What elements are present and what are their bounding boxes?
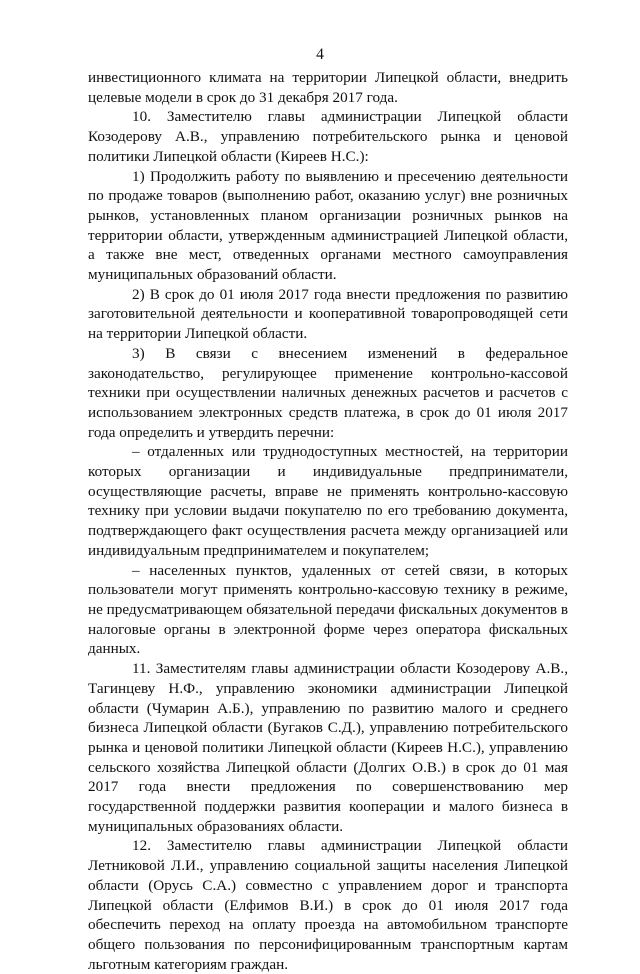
page-number: 4	[316, 46, 324, 63]
paragraph-item-10: 10. Заместителю главы администрации Липецкой области Козодерову А.В., управлению потребительского рынка и ценовой политики Липецкой области (Киреев Н.С.):	[88, 108, 568, 165]
list-item-settlements: – населенных пунктов, удаленных от сетей связи, в которых пользователи могут применять контрольно-кассовую технику в режиме, не предусматривающем обязательной передачи фискальных документов в налоговые органы в электронной форме через оператора фискальных данных.	[88, 561, 569, 658]
paragraph-item-10-3: 3) В связи с внесением изменений в федеральное законодательство, регулирующее применение контрольно-кассовой техники при осуществлении наличных денежных расчетов и расчетов с использованием электронных средств платежа, в срок до 01 июля 2017 года определить и утвердить перечни:	[88, 344, 568, 441]
list-item-remote-areas: – отдаленных или труднодоступных местностей, на территории которых организации и индивидуальные предприниматели, осуществляющие расчеты, вправе не применять контрольно-кассовую технику при условии выдачи покупателю по его требованию документа, подтверждающего факт осуществления расчета между организацией или индивидуальным предпринимателем и покупателем;	[88, 443, 568, 559]
paragraph-item-10-2: 2) В срок до 01 июля 2017 года внести предложения по развитию заготовительной деятельности и кооперативной товаропроводящей сети на территории Липецкой области.	[88, 285, 568, 343]
paragraph-item-11: 11. Заместителям главы администрации области Козодерову А.В., Тагинцеву Н.Ф., управлению экономики администрации Липецкой области (Чумарин А.Б.), управлению по развитию малого и среднего бизнеса Липецкой области (Бугаков С.Д.), управлению потребительского рынка и ценовой политики Липецкой области (Киреев Н.С.), управлению сельского хозяйства Липецкой области (Долгих О.В.) в срок до 01 мая 2017 года внести предложения по совершенствованию мер государственной поддержки развития кооперации и малого бизнеса в муниципальных образованиях области.	[88, 660, 568, 835]
document-body	[88, 68, 568, 974]
paragraph-item-10-1: 1) Продолжить работу по выявлению и пресечению деятельности по продаже товаров (выполнению работ, оказанию услуг) вне розничных рынков, установленных планом организации розничных рынков на территории области, утвержденным администрацией Липецкой области, а также вне мест, отведенных органами местного самоуправления муниципальных образований области.	[88, 167, 568, 284]
paragraph-continuation: инвестиционного климата на территории Липецкой области, внедрить целевые модели в срок до 31 декабря 2017 года.	[88, 69, 568, 106]
paragraph-item-12: 12. Заместителю главы администрации Липецкой области Летниковой Л.И., управлению социальной защиты населения Липецкой области (Орусь С.А.) совместно с управлением дорог и транспорта Липецкой области (Елфимов В.И.) в срок до 01 июля 2017 года обеспечить переход на оплату проезда на автомобильном транспорте общего пользования по персонифицированным транспортным картам льготным категориям граждан.	[88, 837, 568, 973]
